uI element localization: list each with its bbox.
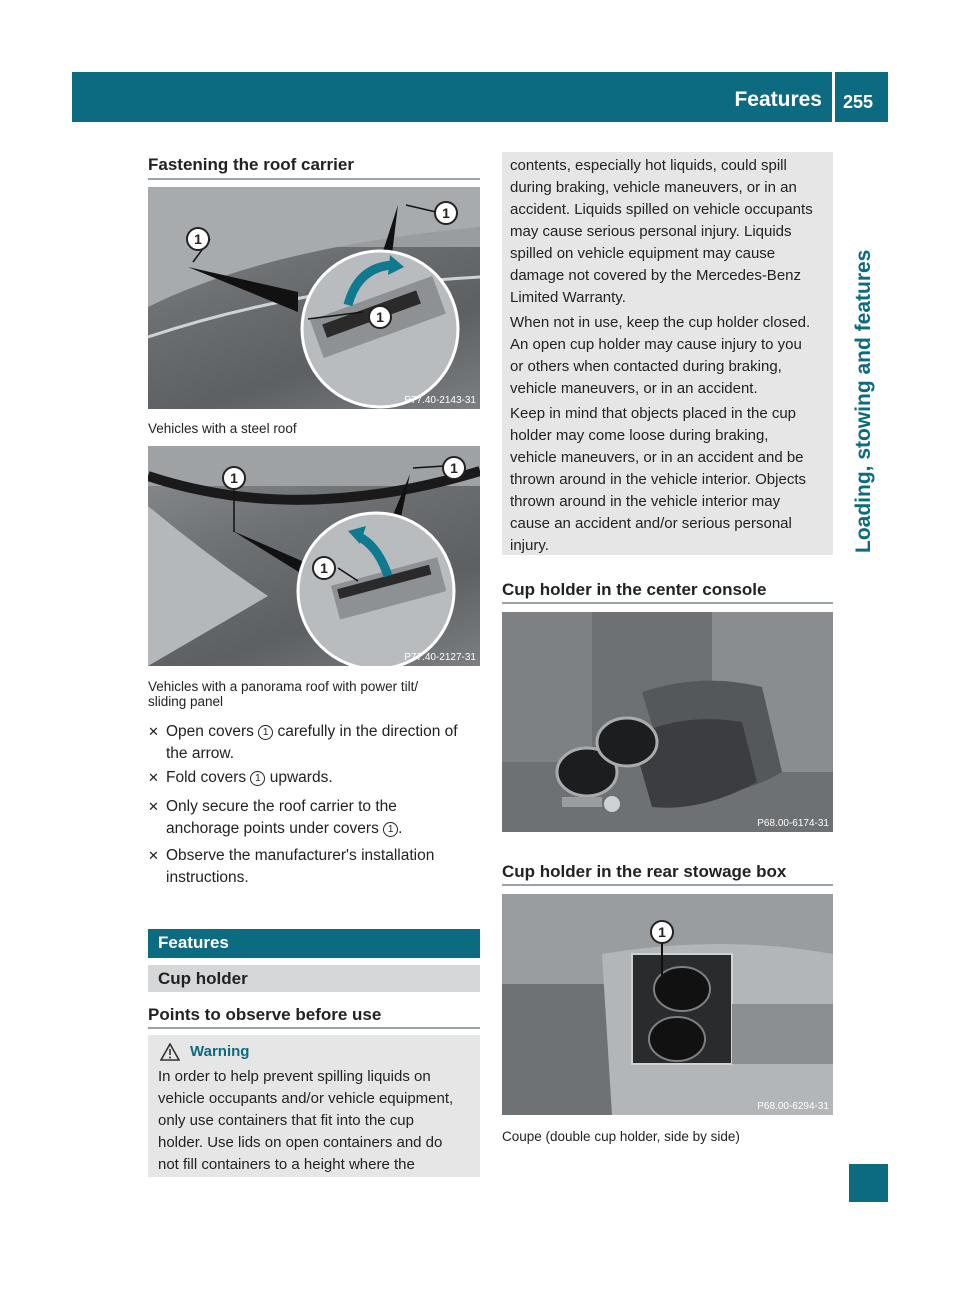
step-arrow-icon: ✕ xyxy=(148,724,159,739)
figure-steel-roof xyxy=(148,187,480,409)
warning-paragraph-1: contents, especially hot liquids, could spill during braking, vehicle maneuvers, or in an accident. Liquids spilled on vehicle occupants may cause serious personal injury. Liquids spilled on vehicle equipment may cause damage not covered by the Mercedes-Benz Limited Warranty. xyxy=(510,157,813,306)
callout-1: 1 xyxy=(222,466,246,490)
step-arrow-icon: ✕ xyxy=(148,770,159,785)
caption-panorama-roof-line1: Vehicles with a panorama roof with power tilt/ xyxy=(148,679,419,694)
figure-panorama-roof xyxy=(148,446,480,666)
heading-rule xyxy=(502,602,833,604)
heading-rule xyxy=(502,884,833,886)
ref-callout: 1 xyxy=(383,822,398,837)
ref-callout: 1 xyxy=(258,725,273,740)
caption-steel-roof: Vehicles with a steel roof xyxy=(148,421,297,436)
heading-rule xyxy=(148,178,480,180)
callout-1: 1 xyxy=(434,201,458,225)
callout-1: 1 xyxy=(650,920,674,944)
side-tab-marker xyxy=(849,1164,888,1202)
figure-center-console-cup-holder xyxy=(502,612,833,832)
warning-paragraph-3: Keep in mind that objects placed in the cup holder may come loose during braking, vehicle maneuvers, or in an accident and be thrown around in the vehicle interior. Objects thrown around in the vehicle interior may cause an accident and/or serious personal injury. xyxy=(510,405,806,554)
cup-holder-section-band xyxy=(148,965,480,992)
warning-paragraph-2: When not in use, keep the cup holder closed. An open cup holder may cause injury to you or others when contacted during braking, vehicle maneuvers, or in an accident. xyxy=(510,314,811,397)
heading-cup-holder-rear-stowage: Cup holder in the rear stowage box xyxy=(502,862,787,881)
page-number: 255 xyxy=(843,92,874,112)
callout-1: 1 xyxy=(312,556,336,580)
warning-title: Warning xyxy=(190,1043,250,1060)
step-arrow-icon: ✕ xyxy=(148,848,159,863)
warning-triangle-icon xyxy=(160,1043,180,1061)
cup-holder-band-label: Cup holder xyxy=(158,969,248,988)
callout-1: 1 xyxy=(186,227,210,251)
instruction-step: ✕ Observe the manufacturer's installation instructions. xyxy=(148,847,435,886)
figure-code: P77.40-2127-31 xyxy=(404,652,476,663)
figure-rear-stowage-cup-holder xyxy=(502,894,833,1115)
heading-rule xyxy=(148,1027,480,1029)
warning-continued-box xyxy=(502,152,833,555)
warning-text: In order to help prevent spilling liquids on vehicle occupants and/or vehicle equipment, only use containers that fit into the cup holder. Use lids on open containers and do not fill containers to a height where the xyxy=(158,1068,454,1173)
caption-coupe-cup-holder: Coupe (double cup holder, side by side) xyxy=(502,1129,740,1144)
instruction-step: ✕ Open covers 1 carefully in the direction of the arrow. xyxy=(148,723,458,762)
caption-panorama-roof-line2: sliding panel xyxy=(148,694,224,709)
callout-1: 1 xyxy=(368,305,392,329)
center-console-illustration xyxy=(502,612,833,832)
heading-cup-holder-center-console: Cup holder in the center console xyxy=(502,580,767,599)
side-tab-label: Loading, stowing and features xyxy=(852,250,875,554)
heading-fastening-roof-carrier: Fastening the roof carrier xyxy=(148,155,354,174)
steel-roof-illustration xyxy=(148,187,480,409)
instruction-step: ✕ Fold covers 1 upwards. xyxy=(148,767,480,789)
figure-code: P77.40-2143-31 xyxy=(404,395,476,406)
header-divider xyxy=(832,72,835,122)
instruction-step: ✕ Only secure the roof carrier to the anchorage points under covers 1 . xyxy=(148,798,403,837)
panorama-roof-illustration xyxy=(148,446,480,666)
figure-code: P68.00-6174-31 xyxy=(757,818,829,829)
features-section-band xyxy=(148,929,480,958)
features-band-label: Features xyxy=(158,933,229,952)
callout-1: 1 xyxy=(442,456,466,480)
header-section-title: Features xyxy=(734,88,822,111)
ref-callout: 1 xyxy=(250,771,265,786)
figure-code: P68.00-6294-31 xyxy=(757,1101,829,1112)
warning-box xyxy=(148,1035,480,1177)
heading-points-to-observe: Points to observe before use xyxy=(148,1005,382,1024)
step-arrow-icon: ✕ xyxy=(148,799,159,814)
